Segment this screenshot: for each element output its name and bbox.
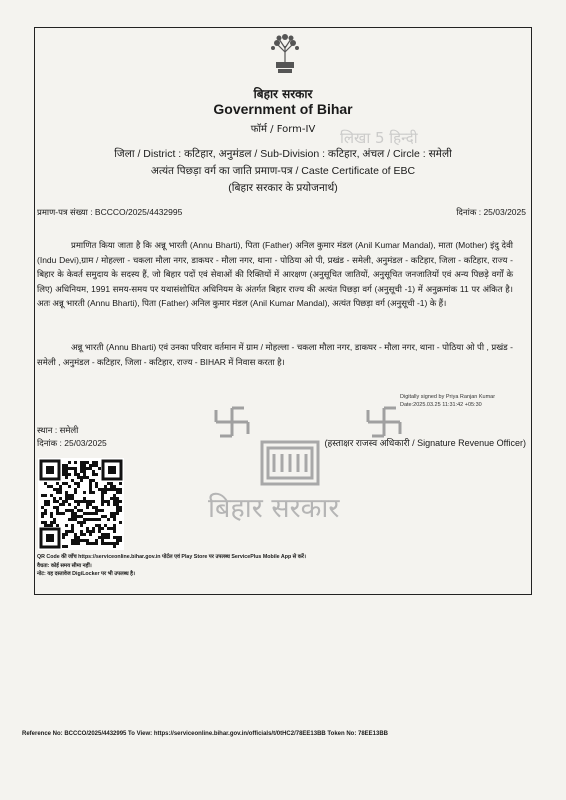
issue-date: दिनांक : 25/03/2025 [456,207,526,217]
digital-signature-by: Digitally signed by Priya Ranjan Kumar [400,394,496,400]
watermark-text: बिहार सरकार [208,493,340,524]
certificate-title: अत्यंत पिछड़ा वर्ग का जाति प्रमाण-पत्र / Caste Certificate of EBC [150,165,416,177]
qr-code-icon [38,458,124,550]
reference-footer: Reference No: BCCCO/2025/4432995 To View: https://serviceonline.bihar.gov.in/officials/t/0tHC2/78EE13BB Token No: 78EE13BB [22,731,389,737]
certificate-subtitle: (बिहार सरकार के प्रयोजनार्थ) [228,182,338,194]
certificate-number: प्रमाण-पत्र संख्या : BCCCO/2025/4432995 [37,207,183,217]
govt-heading: Government of Bihar [213,101,353,117]
ink-stamp: लिखा 5 हिन्दी [340,129,418,147]
hindi-govt-heading: बिहार सरकार [253,87,313,101]
qr-notes [37,553,306,579]
signature-label: (हस्ताक्षर राजस्व अधिकारी / Signature Revenue Officer) [324,438,526,448]
validity-note: वैधता: कोई समय सीमा नहीं। [37,562,92,569]
certificate-body-paragraph-1: प्रमाणित किया जाता है कि अन्नू भारती (Annu Bharti), पिता (Father) अनिल कुमार मंडल (Anil Kumar Mandal), माता (Mother) इंदु देवी (Indu Devi),ग्राम / मोहल्ला - चकला मौला नगर, डाकघर - मौला नगर, थाना - पोठिया ओ पी, प्रखंड - समेली, अनुमंडल - कटिहार, जिला - कटिहार, राज्य - बिहार के केवर्त समुदाय के सदस्य हैं, जो बिहार पदों एवं सेवाओं की रिक्तियों में आरक्षण (अनुसूचित जातियों, अनुसूचित जनजातियों एवं अन्य पिछड़े वर्गों के लिए) अधिनियम, 1991 समय-समय पर यथासंशोधित अधिनियम के अंतर्गत बिहार राज्य की अत्यंत पिछड़ा वर्ग (अनुसूची -1) में अनुक्रमांक 11 पर अंकित है। अतः अन्नू भारती (Annu Bharti), पिता (Father) अनिल कुमार मंडल (Anil Kumar Mandal), अत्यंत पिछड़ा वर्ग (अनुसूची -1) के हैं। [37,240,513,308]
place: स्थान : समेली [37,425,79,435]
digital-signature-date: Date:2025.03.25 11:31:42 +05:30 [400,402,482,408]
digital-signature [400,393,495,409]
watermark-swastika-icon [210,404,254,440]
form-label: फॉर्म / Form-IV [250,124,316,135]
digilocker-note: नोट: यह दस्तावेज DigiLocker पर भी उपलब्ध है। [37,571,135,577]
qr-note-line: QR Code की जाँच https://serviceonline.bihar.gov.in पोर्टल एवं Play Store पर उपलब्ध ServicePlus Mobile App से करें। [37,554,306,560]
place-date: दिनांक : 25/03/2025 [37,438,107,448]
watermark-seal-icon [258,438,322,488]
bihar-emblem-icon [265,32,305,76]
district-line: जिला / District : कटिहार, अनुमंडल / Sub-Division : कटिहार, अंचल / Circle : समेली [114,148,452,160]
place-block [37,424,107,450]
watermark-swastika-icon [362,404,406,440]
certificate-body-paragraph-2: अन्नू भारती (Annu Bharti) एवं उनका परिवार वर्तमान में ग्राम / मोहल्ला - चकला मौला नगर, डाकघर - मौला नगर, थाना - पोठिया ओ पी , प्रखंड - समेली , अनुमंडल - कटिहार, जिला - कटिहार, राज्य - BIHAR में निवास करता है। [37,342,513,367]
